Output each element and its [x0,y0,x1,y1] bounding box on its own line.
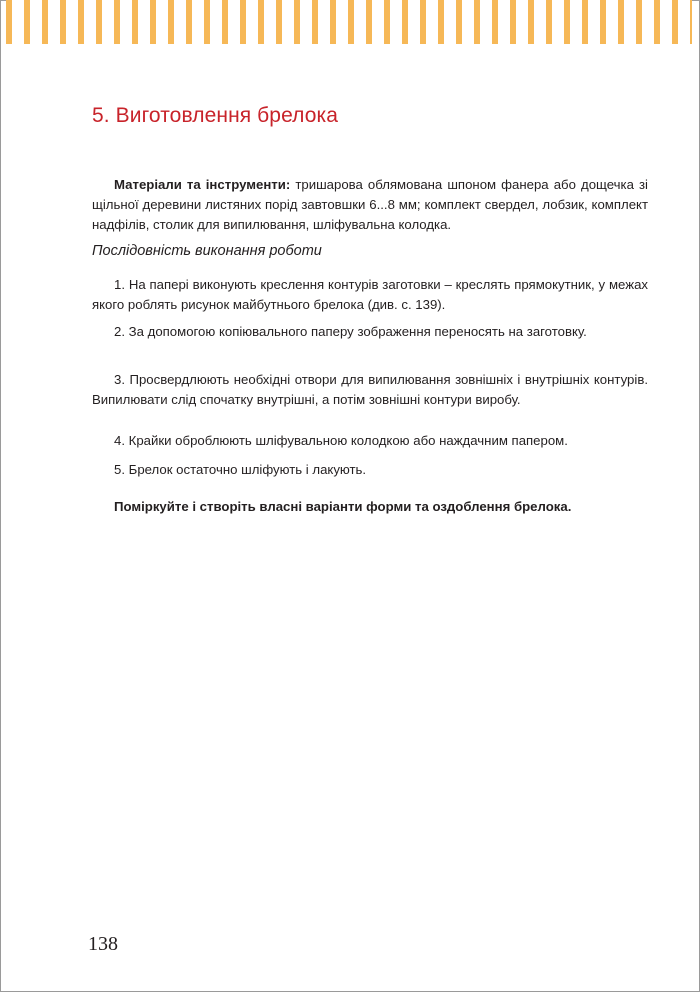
step-5: 5. Брелок остаточно шліфують і лакують. [114,462,367,477]
step-3: 3. Просвердлюють необхідні отвори для випилювання зовнішніх і внутрішніх контурів. Випилювати слід спочатку внутрішні, а потім зовнішні контури виробу. [92,372,648,407]
materials-paragraph [92,175,648,235]
decorative-stripes-header [6,0,692,44]
sequence-heading: Послідовність виконання роботи [92,243,322,259]
step-4: 4. Крайки оброблюють шліфувальною колодкою або наждачним папером. [114,433,568,448]
step-2: 2. За допомогою копіювального паперу зображення переносять на заготовку. [114,324,587,339]
materials-text: тришарова облямована шпоном фанера або дощечка зі щільної деревини листяних порід завтовшки 6...8 мм; комплект свердел, лобзик, комплект надфілів, столик для випилювання, шліфувальна колодка. [92,177,648,232]
step-1: 1. На папері виконують креслення контурів заготовки – креслять прямокутник, у межах якого роблять рисунок майбутнього брелока (див. с. 139). [92,277,648,312]
page-number: 138 [88,933,118,955]
final-task: Поміркуйте і створіть власні варіанти форми та оздоблення брелока. [114,499,572,514]
materials-label: Матеріали та інструменти: [114,177,291,192]
section-title: 5. Виготовлення брелока [92,104,339,127]
